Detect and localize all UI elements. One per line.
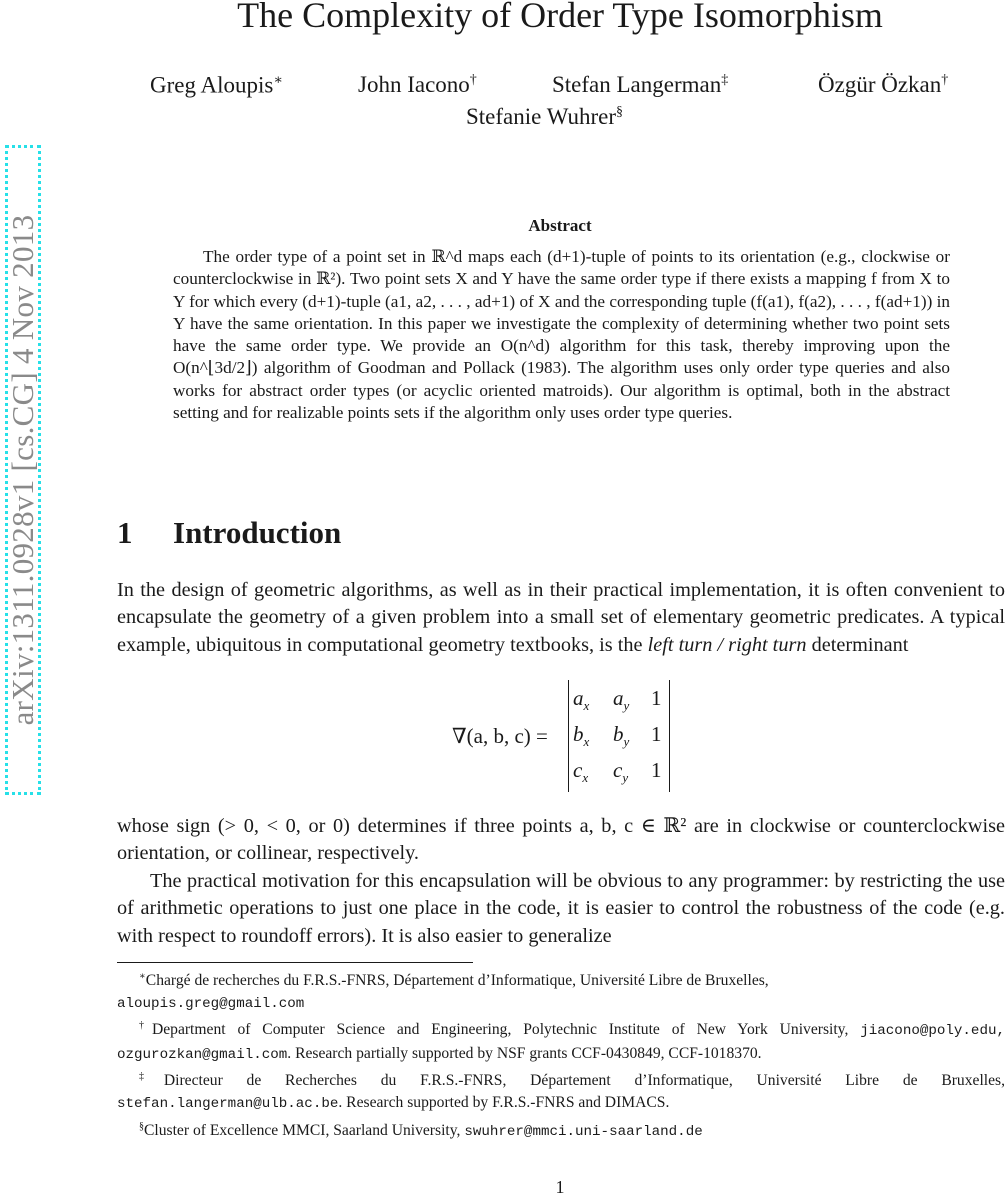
intro-paragraph-2: whose sign (> 0, < 0, or 0) determines if three points a, b, c ∈ ℝ² are in clockwise or counterclockwise orientation, or collinear, respectively. bbox=[117, 815, 1005, 865]
footnote-wuhrer: §Cluster of Excellence MMCI, Saarland University, swuhrer@mmci.uni-saarland.de bbox=[139, 1120, 703, 1140]
author-ozkan: Özgür Özkan† bbox=[818, 72, 949, 97]
paper-title: The Complexity of Order Type Isomorphism bbox=[237, 0, 883, 35]
email-link[interactable]: aloupis.greg@gmail.com bbox=[117, 995, 305, 1012]
arxiv-identifier-stamp[interactable]: arXiv:1311.0928v1 [cs.CG] 4 Nov 2013 bbox=[5, 145, 41, 795]
matrix-cell: 1 bbox=[651, 758, 662, 782]
section-heading bbox=[117, 515, 341, 551]
author-wuhrer: Stefanie Wuhrer§ bbox=[466, 104, 624, 129]
footnote-iacono-ozkan: †Department of Computer Science and Engineering, Polytechnic Institute of New York University, jiacono@poly.edu, ozgurozkan@gmail.com. Research partially supported by NSF grants CCF-0430849, CCF-1018370. bbox=[117, 1020, 1005, 1063]
abstract-body: The order type of a point set in ℝ^d maps each (d+1)-tuple of points to its orientation (e.g., clockwise or counterclockwise in ℝ²). Two point sets X and Y have the same order type if there exists a mapping f from X to Y for which every (d+1)-tuple (a1, a2, . . . , ad+1) of X and the corresponding tuple (f(a1), f(a2), . . . , f(ad+1)) in Y have the same orientation. In this paper we investigate the complexity of determining whether two point sets have the same order type. We provide an O(n^d) algorithm for this task, thereby improving upon the O(n^⌊3d/2⌋) algorithm of Goodman and Pollack (1983). The algorithm uses only order type queries and also works for abstract order types (or acyclic oriented matroids). Our algorithm is optimal, both in the abstract setting and for realizable points sets if the algorithm only uses order type queries. bbox=[173, 247, 950, 423]
equation-lhs: ∇(a, b, c) = bbox=[452, 724, 548, 748]
emphasis-left-right-turn: left turn / right turn bbox=[647, 633, 807, 656]
section-number: 1 bbox=[117, 515, 133, 550]
footnotes bbox=[117, 966, 1005, 1143]
matrix-cell: 1 bbox=[651, 722, 662, 746]
section-title: Introduction bbox=[173, 515, 342, 550]
footnote-rule bbox=[117, 962, 473, 963]
author-iacono: John Iacono† bbox=[358, 72, 477, 97]
matrix-cell: $c_x$ bbox=[573, 758, 589, 786]
email-link[interactable]: jiacono@poly.edu, ozgurozkan@gmail.com bbox=[117, 1023, 1005, 1063]
matrix-cell: $a_y$ bbox=[613, 686, 630, 714]
matrix-cell: $c_y$ bbox=[613, 758, 629, 786]
intro-paragraph-1: In the design of geometric algorithms, as well as in their practical implementation, it is often convenient to encapsulate the geometry of a given problem into a small set of elementary geometric predicates. A typical example, ubiquitous in computational geometry textbooks, is the left turn / right turn determinant bbox=[117, 579, 1005, 656]
intro-paragraph-3: The practical motivation for this encapsulation will be obvious to any programmer: by restricting the use of arithmetic operations to just one place in the code, it is easier to control the robustness of the code (e.g. with respect to roundoff errors). It is also easier to generalize bbox=[117, 870, 1005, 947]
matrix-cell: $a_x$ bbox=[573, 686, 590, 714]
matrix-cell: $b_x$ bbox=[573, 722, 590, 750]
footnote-aloupis: ∗Chargé de recherches du F.R.S.-FNRS, Département d’Informatique, Université Libre de Bruxelles, aloupis.greg@gmail.com bbox=[117, 971, 769, 1012]
page-number: 1 bbox=[555, 1177, 565, 1197]
matrix-cell: 1 bbox=[651, 686, 662, 710]
email-link[interactable]: stefan.langerman@ulb.ac.be bbox=[117, 1096, 339, 1113]
author-langerman: Stefan Langerman‡ bbox=[552, 72, 729, 97]
abstract-heading: Abstract bbox=[528, 216, 592, 235]
author-aloupis: Greg Aloupis∗ bbox=[150, 72, 283, 98]
footnote-langerman: ‡Directeur de Recherches du F.R.S.-FNRS, Département d’Informatique, Université Libre de Bruxelles, stefan.langerman@ulb.ac.be. Research supported by F.R.S.-FNRS and DIMACS. bbox=[117, 1071, 1005, 1113]
email-link[interactable]: swuhrer@mmci.uni-saarland.de bbox=[464, 1123, 703, 1140]
matrix-cell: $b_y$ bbox=[613, 722, 630, 750]
determinant-matrix bbox=[568, 680, 670, 792]
